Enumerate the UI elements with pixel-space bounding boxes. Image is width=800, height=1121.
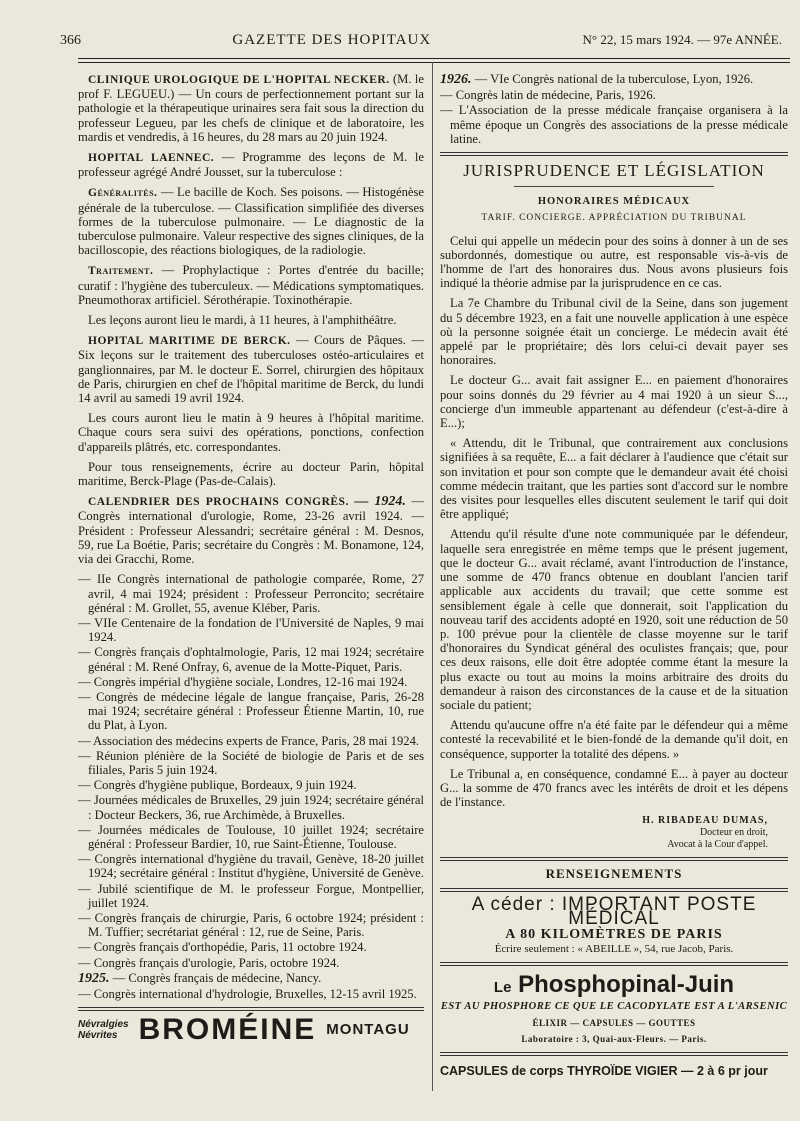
journal-title: GAZETTE DES HOPITAUX (232, 32, 432, 48)
list-item: — Congrès latin de médecine, Paris, 1926. (440, 88, 656, 103)
right-column (440, 72, 788, 1085)
bromeine-name: BROMÉINE (138, 1013, 317, 1047)
list-item: — IIe Congrès international de pathologie comparée, Rome, 27 avril, 4 mai 1924; président : Professeur Perroncito; secrétaire général : M. Grollet, 55, avenue Kléber, Paris. (78, 572, 424, 615)
bromeine-ad (78, 1013, 424, 1047)
calendar-year-1926-line (440, 72, 788, 87)
article-paragraph: Le Tribunal a, en conséquence, condamné E... à payer au docteur G... la somme de 470 francs avec les intérêts de droit et les dépens de l'instance. (440, 766, 788, 810)
list-item: — Congrès impérial d'hygiène sociale, Londres, 12-16 mai 1924. (78, 674, 408, 689)
list-item: — Journées médicales de Toulouse, 10 juillet 1924; secrétaire général : Professeur Bardier, 10, rue Saint-Étienne, Toulouse. (78, 822, 424, 851)
left-column (78, 72, 424, 1085)
bromeine-indication-1: Névralgies (78, 1019, 129, 1031)
berck-text: — Cours de Pâques. — Six leçons sur le traitement des tuberculoses ostéo-articulaires et ganglionnaires, par M. le docteur E. Sorrel, chirurgien des hôpitaux de Paris, chirurgien en chef de l'hôpital maritime de Berck, du lundi 14 avril au samedi 19 avril 1924. (78, 333, 424, 406)
ad-rule (440, 1052, 788, 1056)
laennec-notice (78, 150, 424, 179)
section-rule (440, 888, 788, 892)
ad-rule (440, 962, 788, 966)
calendar-intro (78, 494, 424, 566)
list-item: — Jubilé scientifique de M. le professeur Forgue, Montpellier, juillet 1924. (78, 881, 424, 910)
calendar-heading: CALENDRIER DES PROCHAINS CONGRÈS. (88, 496, 349, 509)
calendar-year-1924: — 1924. (354, 494, 406, 510)
header-rule (78, 58, 790, 59)
article-paragraph: Le docteur G... avait fait assigner E... en paiement d'honoraires pour soins donnés du 29 février au 4 mai 1920 à un sieur S..., concierge d'un immeuble appartenant au défendeur (c'est-à-dire à E...); (440, 373, 788, 431)
list-item: — Congrès français de chirurgie, Paris, 6 octobre 1924; président : M. Tuffier; secrétariat général : 12, rue de Seine, Paris. (78, 910, 424, 940)
generalites-label: Généralités. (88, 187, 158, 200)
calendar-year-1925-line (78, 971, 424, 986)
phosphopinal-prefix: Le (493, 979, 512, 997)
berck-notice (78, 333, 424, 405)
ad-poste-head: A céder : IMPORTANT POSTE MÉDICAL (471, 893, 757, 929)
traitement-text: — Prophylactique : Portes d'entrée du bacille; curatif : l'hygiène des tuberculeux. — Médications symptomatiques. Pneumothorax artificiel. Sérothérapie. Toxinothérapie. (78, 263, 424, 307)
section-underline (514, 186, 714, 187)
signature-name: H. RIBADEAU DUMAS, (642, 815, 768, 827)
ad-rule (78, 1007, 424, 1011)
laennec-traitement (78, 263, 424, 307)
list-item: — Congrès français d'orthopédie, Paris, 11 octobre 1924. (78, 940, 367, 955)
article-paragraph: Attendu qu'il résulte d'une note communiquée par le défendeur, laquelle sera enregistrée en même temps que le présent jugement, que le docteur G... avait réclamé, avant l'introduction de l'instance, une somme de 470 francs obtenue en doublant l'ancien tarif applicable aux accidents du travail; que cette somme est sensiblement égale à celle que donnerait, soit l'application du nouveau tarif des accidents adopté en 1920, soit une réduction de 50 p. 100 prévue pour la clientèle de classe moyenne sur le tarif d'honoraires du Syndicat général des oculistes français; que, pour ces deux raisons, elle doit être adoptée comme étant la mesure la plus exacte ou tout au moins la moins arbitraire des droits du demandeur à raison des circonstances de la cause et de la situation sociale du patient; (440, 527, 788, 712)
issue-info: N° 22, 15 mars 1924. — 97e ANNÉE. (582, 32, 782, 47)
calendar-year-1926: 1926. (440, 72, 472, 87)
signature-role: Avocat à la Cour d'appel. (667, 839, 768, 851)
header-rule-thin (78, 62, 790, 63)
phosphopinal-lab: Laboratoire : 3, Quai-aux-Fleurs. — Paris. (521, 1033, 707, 1044)
ad-poste-contact: Écrire seulement : « ABEILLE », 54, rue Jacob, Paris. (494, 943, 734, 956)
phosphopinal-ad (440, 971, 788, 1046)
generalites-text: — Le bacille de Koch. Ses poisons. — Histogénèse générale de la tuberculose. — Classification simplifiée des diverses formes de la tuberculose pulmonaire. — Le diagnostic de la tuberculose pulmonaire. Valeur respective des signes cliniques, de la bacilloscopie, des réactions biologiques, de la radiologie. (78, 185, 424, 258)
signature-title: Docteur en droit, (699, 827, 768, 839)
phosphopinal-forms: ÉLIXIR — CAPSULES — GOUTTES (532, 1017, 696, 1028)
list-item: — VIIe Centenaire de la fondation de l'Université de Naples, 9 mai 1924. (78, 615, 424, 645)
calendar-list-1924 (78, 572, 424, 969)
list-item: — Congrès international d'hydrologie, Bruxelles, 12-15 avril 1925. (78, 986, 417, 1001)
phosphopinal-tagline: EST AU PHOSPHORE CE QUE LE CACODYLATE EST A L'ARSENIC (440, 1000, 788, 1012)
list-item: — L'Association de la presse médicale française organisera à la même époque un Congrès des associations de la presse médicale latine. (440, 103, 788, 146)
list-item: — Congrès français d'urologie, Paris, octobre 1924. (78, 955, 340, 970)
section-rule (440, 857, 788, 861)
traitement-label: Traitement. (88, 265, 154, 278)
list-item: — Congrès d'hygiène publique, Bordeaux, 9 juin 1924. (78, 778, 357, 793)
laennec-text: — Programme des leçons de M. le professeur agrégé André Jousset, sur la tuberculose : (78, 150, 424, 180)
article-paragraph: « Attendu, dit le Tribunal, que contrairement aux conclusions signifiées à sa requête, E... a fait déclarer à l'audience que c'était sur son invitation et pour son compte que le demandeur avait été choisi comme médecin traitant, que les parties sont d'accord sur le nombre des visites pour lesquelles elles discutent seulement le tarif qui doit être appliqué; (440, 436, 788, 522)
laennec-generalites (78, 185, 424, 257)
list-item: — Congrès français d'ophtalmologie, Paris, 12 mai 1924; secrétaire général : M. René Onfray, 6, avenue de la Motte-Piquet, Paris. (78, 645, 424, 674)
necker-heading: CLINIQUE UROLOGIQUE DE L'HOPITAL NECKER. (88, 74, 390, 86)
bromeine-indications (78, 1019, 129, 1041)
section-title: JURISPRUDENCE ET LÉGISLATION (463, 161, 765, 181)
phosphopinal-name (440, 971, 788, 999)
classified-ad-poste (440, 893, 788, 957)
necker-text: (M. le prof F. LEGUEU.) — Un cours de perfectionnement portant sur la pathologie et la thérapeutique urinaires sera fait sous la direction du professeur Legueu, par les chefs de clinique et de laboratoire, les mardis et vendredis, à 16 heures, du 28 mars au 20 juin 1924. (78, 72, 424, 144)
necker-notice (78, 72, 424, 144)
berck-text-3: Pour tous renseignements, écrire au docteur Parin, hôpital maritime, Berck-Plage (Pas-de-Calais). (78, 459, 424, 489)
article-paragraph: La 7e Chambre du Tribunal civil de la Seine, dans son jugement du 5 décembre 1923, en a fait une nouvelle application à une espèce où la personne soignée était un concierge. Le médecin avait été appelé par le propriétaire; dès lors celui-ci devait payer ses honoraires. (440, 296, 788, 368)
subsection-subtitle: TARIF. CONCIERGE. APPRÉCIATION DU TRIBUNAL (481, 213, 747, 224)
ad-poste-sub: A 80 KILOMÈTRES DE PARIS (505, 926, 723, 942)
section-rule (440, 152, 788, 156)
list-item: — VIe Congrès national de la tuberculose, Lyon, 1926. (474, 72, 754, 86)
list-item: — Journées médicales de Bruxelles, 29 juin 1924; secrétaire général : Docteur Beckers, 36, rue Archimède, à Bruxelles. (78, 793, 424, 822)
calendar-intro-text: — Congrès international d'urologie, Rome, 23-26 avril 1924. — Président : Professeur Alessandri; secrétaire général : M. Desnos, 59, rue La Boétie, Paris; secrétaire du Congrès : M. Bonamone, 124, via dei Gracchi, Rome. (78, 494, 424, 567)
capsules-ad: CAPSULES de corps THYROÏDE VIGIER — 2 à 6 pr jour (440, 1064, 768, 1079)
page-header (60, 32, 782, 56)
list-item: — Congrès international d'hygiène du travail, Genève, 18-20 juillet 1924; secrétaire général : Institut d'hygiène, Université de Genève. (78, 852, 424, 881)
phosphopinal-brand: Phosphopinal-Juin (518, 971, 735, 999)
renseignements-heading: RENSEIGNEMENTS (545, 866, 683, 882)
list-item: — Association des médecins experts de France, Paris, 28 mai 1924. (78, 733, 420, 748)
calendar-year-1925: 1925. (78, 970, 110, 986)
article-paragraph: Attendu qu'aucune offre n'a été faite par le défendeur qui a même contesté la recevabilité et le bien-fondé de la demande qu'il doit, en conséquence, supporter la totalité des dépens. » (440, 718, 788, 761)
laennec-heading: HOPITAL LAENNEC. (88, 152, 215, 165)
bromeine-maker: MONTAGU (326, 1021, 410, 1039)
berck-text-2: Les cours auront lieu le matin à 9 heures à l'hôpital maritime. Chaque cours sera suivi des opérations, ponctions, confection d'appareils plâtrés, etc. correspondantes. (78, 411, 424, 454)
berck-heading: HOPITAL MARITIME DE BERCK. (88, 335, 291, 348)
laennec-closing: Les leçons auront lieu le mardi, à 11 heures, à l'amphithéâtre. (88, 313, 397, 328)
page-number: 366 (60, 33, 81, 48)
column-divider (432, 62, 433, 1091)
list-item: — Congrès de médecine légale de langue française, Paris, 26-28 mai 1924; secrétaire général : Professeur Étienne Martin, 10, rue du Plat, à Lyon. (78, 689, 424, 733)
bromeine-indication-2: Névrites (78, 1030, 118, 1042)
list-item: — Réunion plénière de la Société de biologie de Paris et de ses filiales, Paris 5 juin 1924. (78, 748, 424, 777)
subsection-title: HONORAIRES MÉDICAUX (537, 196, 691, 208)
list-item: — Congrès français de médecine, Nancy. (112, 970, 322, 985)
signature (440, 815, 768, 851)
article-paragraph: Celui qui appelle un médecin pour des soins à donner à un de ses subordonnés, domestique ou autre, est responsable vis-à-vis de l'homme de l'art des honoraires dus. Nous avons plusieurs fois indiqué la théorie admise par la jurisprudence en ce cas. (440, 233, 788, 291)
